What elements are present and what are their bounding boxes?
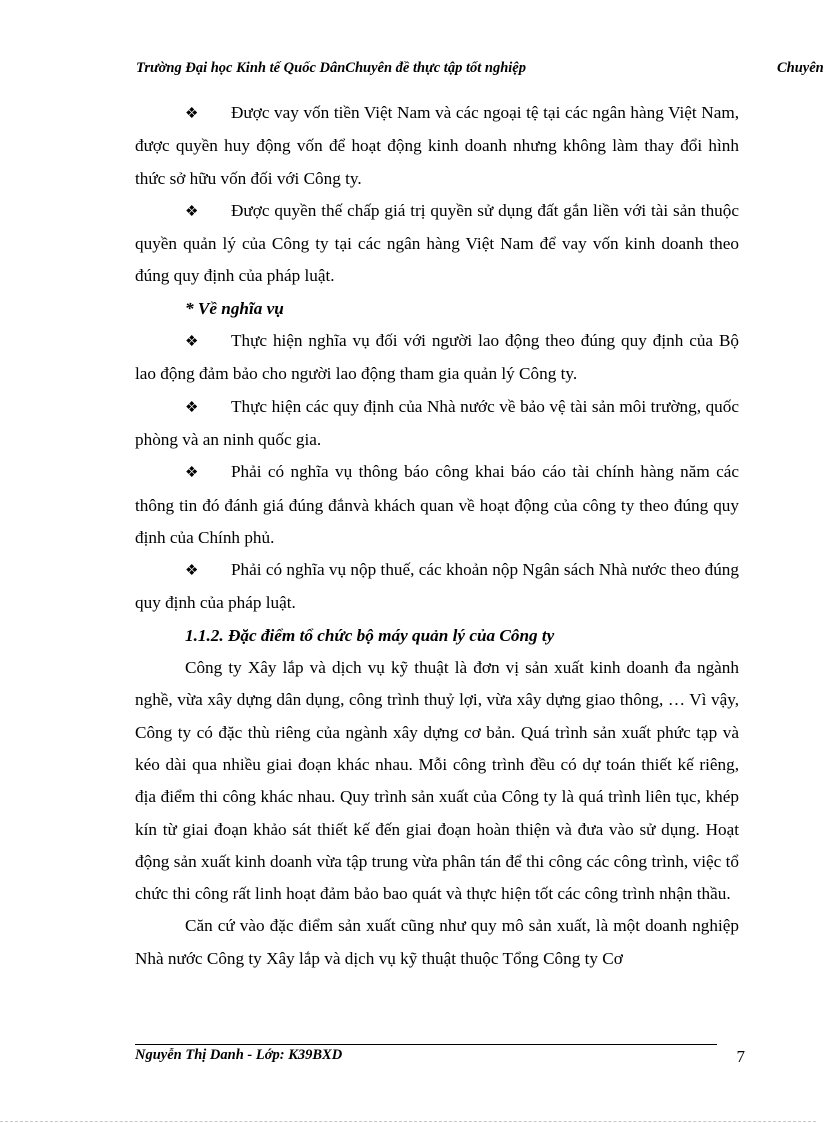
header-title-right: Chuyên <box>777 60 824 76</box>
page-number: 7 <box>736 1047 745 1066</box>
paragraph-text: Thực hiện các quy định của Nhà nước về bảo vệ tài sản môi trường, quốc phòng và an ninh quốc gia. <box>135 396 739 449</box>
body-paragraph: Công ty Xây lắp và dịch vụ kỹ thuật là đơn vị sản xuất kinh doanh đa ngành nghề, vừa xây dựng dân dụng, công trình thuỷ lợi, vừa xây dựng giao thông, … Vì vậy, Công ty có đặc thù riêng của ngành xây dựng cơ bản. Quá trình sản xuất phức tạp và kéo dài qua nhiều giai đoạn khác nhau. Mỗi công trình đều có dự toán thiết kế riêng, địa điểm thi công khác nhau. Quy trình sản xuất của Công ty là quá trình liên tục, khép kín từ giai đoạn khảo sát thiết kế đến giai đoạn hoàn thiện và đưa vào sử dụng. Hoạt động sản xuất kinh doanh vừa tập trung vừa phân tán để thi công các công trình, việc tổ chức thi công rất linh hoạt đảm bảo bao quát và thực hiện tốt các công trình nhận thầu. <box>135 658 739 904</box>
footer-divider <box>135 1044 717 1045</box>
body-paragraph: Căn cứ vào đặc điểm sản xuất cũng như quy mô sản xuất, là một doanh nghiệp Nhà nước Công ty Xây lắp và dịch vụ kỹ thuật thuộc Tổng Công ty Cơ <box>135 916 739 968</box>
paragraph-text: Được vay vốn tiền Việt Nam và các ngoại tệ tại các ngân hàng Việt Nam, được quyền huy động vốn để hoạt động kinh doanh nhưng không làm thay đổi hình thức sở hữu vốn đối với Công ty. <box>135 103 739 188</box>
bullet-paragraph <box>135 456 739 554</box>
footer-author: Nguyễn Thị Danh - Lớp: K39BXD <box>135 1047 343 1063</box>
paragraph-text: Phải có nghĩa vụ thông báo công khai báo cáo tài chính hàng năm các thông tin đó đánh giá đúng đắnvà khách quan về hoạt động của công ty theo đúng quy định của Chính phủ. <box>135 462 739 547</box>
page-break-line <box>0 1121 816 1122</box>
header-title: Trường Đại học Kinh tế Quốc DânChuyên đề thực tập tốt nghiệp <box>136 60 526 76</box>
page-footer <box>135 1047 745 1071</box>
diamond-bullet-icon: ❖ <box>185 399 199 416</box>
paragraph-text: Phải có nghĩa vụ nộp thuế, các khoản nộp Ngân sách Nhà nước theo đúng quy định của pháp luật. <box>135 560 739 613</box>
diamond-bullet-icon: ❖ <box>185 465 199 482</box>
diamond-bullet-icon: ❖ <box>185 563 199 580</box>
paragraph-text: Được quyền thế chấp giá trị quyền sử dụng đất gắn liền với tài sản thuộc quyền quản lý của Công ty tại các ngân hàng Việt Nam để vay vốn kinh doanh theo đúng quy định của pháp luật. <box>135 200 739 286</box>
section-heading: 1.1.2. Đặc điểm tổ chức bộ máy quản lý của Công ty <box>185 625 555 645</box>
diamond-bullet-icon: ❖ <box>185 334 199 351</box>
bullet-paragraph <box>135 325 739 391</box>
diamond-bullet-icon: ❖ <box>185 106 199 122</box>
paragraph-text: Thực hiện nghĩa vụ đối với người lao động theo đúng quy định của Bộ lao động đảm bảo cho người lao động tham gia quản lý Công ty. <box>135 331 739 384</box>
page-header <box>136 60 824 84</box>
bullet-paragraph <box>135 195 739 293</box>
bullet-paragraph <box>135 554 739 620</box>
bullet-paragraph <box>135 97 739 195</box>
bullet-paragraph <box>135 391 739 457</box>
section-subheading: * Về nghĩa vụ <box>185 298 284 318</box>
document-body <box>135 97 739 975</box>
diamond-bullet-icon: ❖ <box>185 203 199 220</box>
